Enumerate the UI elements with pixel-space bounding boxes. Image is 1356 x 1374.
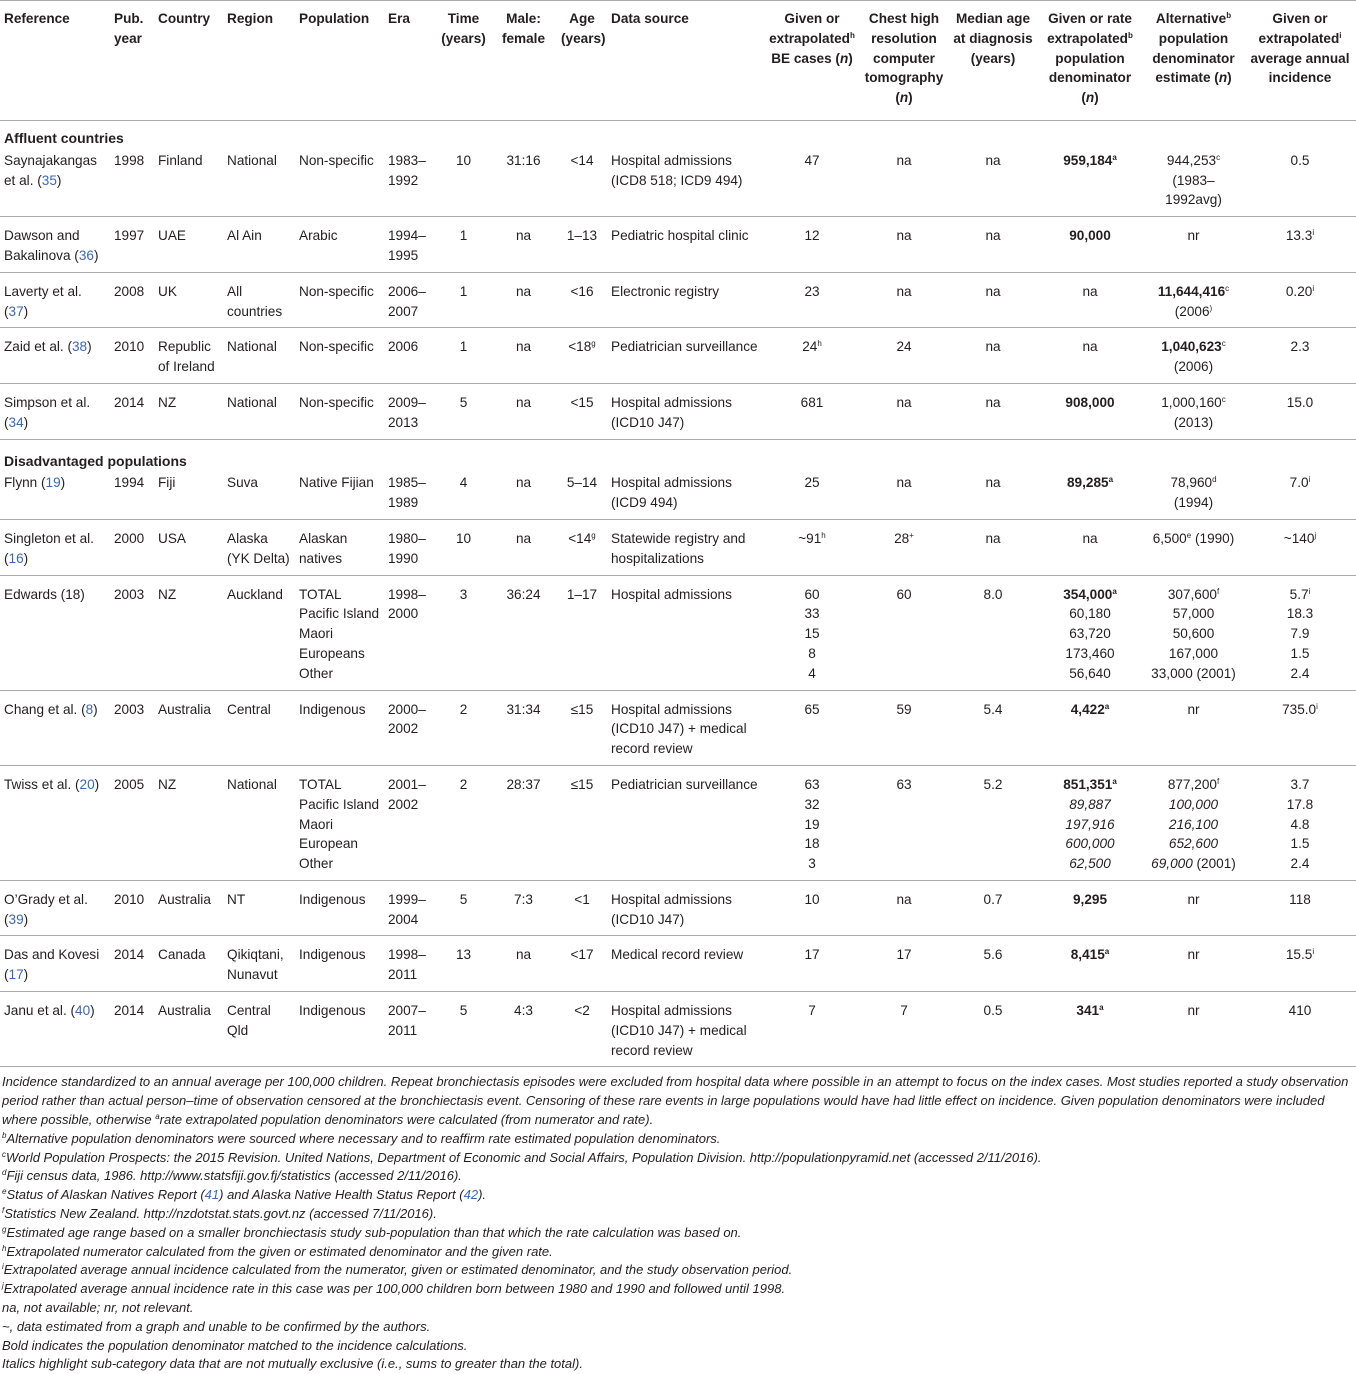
- cell-sex: 28:37: [506, 776, 541, 792]
- cell-inc: 7.0$^i$: [1289, 475, 1311, 491]
- cell-median: na: [985, 475, 1001, 491]
- cell-ct: na: [896, 891, 912, 907]
- cell-region: Auckland: [227, 586, 283, 602]
- table-body: [0, 120, 1356, 1066]
- cell-inc: 2.3: [1290, 339, 1310, 355]
- cell-be: 65: [804, 701, 820, 717]
- header-time: Time (years): [441, 11, 486, 46]
- cell-inc: 15.0: [1286, 394, 1314, 410]
- cell-sex: 36:24: [506, 586, 541, 602]
- cell-population: Indigenous: [299, 1003, 366, 1019]
- cell-population: Non-specific: [299, 394, 374, 410]
- cell-be: 25: [804, 475, 820, 491]
- cell-reference: Janu et al. (40): [4, 1003, 95, 1019]
- cell-median: na: [985, 152, 1001, 168]
- table-row: [0, 217, 1356, 273]
- cell-population: Arabic: [299, 228, 338, 244]
- cell-era: 2007–2011: [388, 1003, 426, 1038]
- cell-time: 1: [459, 339, 468, 355]
- cell-region: Qikiqtani, Nunavut: [227, 947, 284, 983]
- cell-country: Fiji: [158, 475, 176, 491]
- cell-inc: 735.0$^i$: [1282, 701, 1318, 717]
- cell-median: na: [985, 339, 1001, 355]
- cell-inc: 0.20$^i$: [1285, 283, 1315, 299]
- cell-age: ≤15: [570, 776, 594, 792]
- table-row: [0, 992, 1356, 1067]
- cell-era: 1983–1992: [388, 152, 426, 188]
- table-row: [0, 575, 1356, 690]
- cell-time: 1: [459, 228, 468, 244]
- cell-alt: nr: [1187, 891, 1200, 907]
- cell-source: Hospital admissions (ICD10 J47): [611, 891, 732, 927]
- cell-reference: Saynajakangas et al. (35): [4, 152, 97, 188]
- footnote: $^b$Alternative population denominators were sourced where necessary and to reaffirm rate estimated population denominators.: [2, 1130, 721, 1146]
- cell-denom: na: [1082, 339, 1098, 355]
- cell-ct: 24: [896, 339, 912, 355]
- cell-median: na: [985, 394, 1001, 410]
- cell-time: 10: [455, 530, 472, 546]
- cell-be: 12: [804, 228, 820, 244]
- cell-population: Native Fijian: [299, 475, 374, 491]
- table-row: [0, 765, 1356, 880]
- cell-ct: na: [896, 475, 912, 491]
- header-be-cases: Given or extrapolated$^h$ BE cases (n): [769, 11, 855, 66]
- cell-country: UAE: [158, 228, 186, 244]
- footnote: $^g$Estimated age range based on a smaller bronchiectasis study sub-population than that which the rate calculation was based on.: [2, 1224, 742, 1240]
- cell-time: 5: [459, 1003, 468, 1019]
- cell-reference: Chang et al. (8): [4, 701, 98, 717]
- cell-source: Hospital admissions (ICD10 J47): [611, 394, 732, 430]
- footnote: $^d$Fiji census data, 1986. http://www.statsfiji.gov.fj/statistics (accessed 2/11/2016).: [2, 1168, 462, 1184]
- cell-era: 1998–2011: [388, 947, 426, 983]
- cell-median: 5.4: [983, 701, 1003, 717]
- table-row: [0, 383, 1356, 439]
- header-reference: Reference: [4, 11, 70, 26]
- cell-ct: 28+: [894, 530, 914, 546]
- table-row: [0, 519, 1356, 575]
- footnote: $^j$Extrapolated average annual incidence rate in this case was per 100,000 children born between 1980 and 1990 and followed until 1998.: [2, 1281, 786, 1297]
- section-title: Disadvantaged populations: [4, 452, 187, 469]
- cell-country: NZ: [158, 394, 177, 410]
- cell-be: 60 33 15 8 4: [804, 586, 820, 681]
- cell-alt: 78,960$^d$ (1994): [1170, 475, 1217, 511]
- header-median-age: Median age at diagnosis (years): [953, 11, 1033, 66]
- cell-region: Al Ain: [227, 228, 262, 244]
- cell-denom: 8,415$^a$: [1070, 947, 1110, 963]
- header-chest-ct: Chest high resolution computer tomography (n): [864, 11, 944, 106]
- footnote: na, not available; nr, not relevant.: [2, 1300, 194, 1316]
- cell-era: 2000–2002: [388, 701, 426, 737]
- cell-alt: 307,600$^f$ 57,000 50,600 167,000 33,000 (2001): [1151, 586, 1236, 681]
- cell-region: Alaska (YK Delta): [227, 530, 290, 566]
- cell-pubyear: 2014: [114, 394, 145, 410]
- cell-reference: Singleton et al. (16): [4, 530, 94, 566]
- cell-age: $<18^g$: [568, 339, 596, 355]
- cell-country: Australia: [158, 891, 211, 907]
- cell-median: 0.7: [983, 891, 1003, 907]
- cell-era: 2009–2013: [388, 394, 426, 430]
- cell-be: 63 32 19 18 3: [804, 776, 820, 872]
- cell-pubyear: 2010: [114, 891, 145, 907]
- table-row: [0, 149, 1356, 217]
- cell-region: Suva: [227, 475, 258, 491]
- cell-denom: 959,184$^a$: [1063, 152, 1117, 168]
- cell-reference: Simpson et al. (34): [4, 394, 91, 430]
- cell-denom: 851,351$^a$ 89,887 197,916 600,000 62,500: [1063, 776, 1117, 872]
- cell-region: NT: [227, 891, 246, 907]
- cell-sex: 31:34: [506, 701, 541, 717]
- cell-age: <2: [574, 1003, 590, 1019]
- cell-age: 1–13: [566, 228, 598, 244]
- cell-age: <1: [574, 891, 590, 907]
- cell-era: 2006–2007: [388, 283, 426, 319]
- cell-ct: 60: [896, 586, 912, 602]
- cell-country: Finland: [158, 152, 203, 168]
- cell-era: 1998–2000: [388, 586, 426, 622]
- cell-country: UK: [158, 283, 177, 299]
- cell-sex: na: [515, 530, 532, 546]
- cell-source: Hospital admissions (ICD9 494): [611, 475, 732, 511]
- cell-source: Pediatrician surveillance: [611, 339, 758, 355]
- cell-sex: na: [515, 283, 532, 299]
- cell-denom: 4,422$^a$: [1070, 701, 1110, 717]
- cell-country: NZ: [158, 776, 177, 792]
- cell-age: <17: [570, 947, 594, 963]
- cell-pubyear: 2008: [114, 283, 145, 299]
- cell-denom: na: [1082, 283, 1098, 299]
- cell-be: 7: [808, 1003, 816, 1019]
- cell-sex: na: [515, 947, 532, 963]
- cell-inc: ~140$^j$: [1283, 530, 1317, 546]
- cell-source: Medical record review: [611, 947, 744, 963]
- header-population: Population: [299, 11, 370, 26]
- cell-inc: 3.7 17.8 4.8 1.5 2.4: [1286, 776, 1314, 872]
- cell-pubyear: 2005: [114, 776, 145, 792]
- cell-population: TOTAL Pacific Island Maori Europeans Other: [299, 586, 380, 681]
- cell-era: 1994–1995: [388, 228, 426, 263]
- cell-pubyear: 1998: [114, 152, 145, 168]
- cell-denom: 90,000: [1069, 228, 1111, 244]
- table-header-row: [0, 1, 1356, 121]
- header-pub-year: Pub. year: [114, 11, 144, 46]
- cell-alt: 944,253$^c$ (1983– 1992avg): [1165, 152, 1222, 208]
- cell-age: <15: [570, 394, 594, 410]
- cell-source: Hospital admissions (ICD10 J47) + medical record review: [611, 1003, 747, 1058]
- cell-median: 5.6: [983, 947, 1003, 963]
- cell-country: USA: [158, 530, 186, 546]
- cell-country: Australia: [158, 1003, 211, 1019]
- cell-population: Indigenous: [299, 947, 366, 963]
- cell-age: <14: [570, 152, 594, 168]
- section-title: Affluent countries: [4, 129, 124, 146]
- cell-alt: 11,644,416$^c$ (2006): [1157, 283, 1230, 319]
- cell-sex: 4:3: [514, 1003, 533, 1019]
- cell-alt: nr: [1187, 701, 1200, 717]
- cell-denom: na: [1082, 530, 1098, 546]
- cell-pubyear: 2010: [114, 339, 145, 355]
- footnote: $^i$Extrapolated average annual incidence calculated from the numerator, given or estimated denominator, and the study observation period.: [2, 1262, 793, 1278]
- table-row: [0, 880, 1356, 936]
- section-header-row: [0, 439, 1356, 471]
- cell-median: 5.2: [983, 776, 1003, 792]
- cell-alt: nr: [1187, 947, 1200, 963]
- cell-population: Indigenous: [299, 701, 366, 717]
- header-alternative-denominator: Alternative$^b$ population denominator estimate (n): [1152, 11, 1235, 86]
- cell-ct: 59: [896, 701, 912, 717]
- cell-median: na: [985, 530, 1001, 546]
- cell-pubyear: 2003: [114, 586, 145, 602]
- cell-source: Hospital admissions (ICD8 518; ICD9 494): [611, 152, 743, 188]
- cell-ct: na: [896, 152, 912, 168]
- cell-time: 13: [455, 947, 472, 963]
- cell-region: National: [227, 394, 277, 410]
- cell-source: Hospital admissions: [611, 586, 732, 602]
- footnote: $^e$Status of Alaskan Natives Report (41) and Alaska Native Health Status Report (42).: [2, 1187, 487, 1203]
- cell-inc: 0.5: [1290, 152, 1310, 168]
- cell-ct: na: [896, 394, 912, 410]
- cell-time: 5: [459, 891, 468, 907]
- cell-region: Central Qld: [227, 1003, 271, 1038]
- cell-age: 5–14: [566, 475, 598, 491]
- cell-source: Pediatric hospital clinic: [611, 228, 749, 244]
- cell-population: Indigenous: [299, 891, 366, 907]
- cell-region: National: [227, 339, 277, 355]
- cell-be: 23: [804, 283, 820, 299]
- cell-age: 1–17: [566, 586, 598, 602]
- footnote: Incidence standardized to an annual average per 100,000 children. Repeat bronchiectasis episodes were excluded from hospital data where possible in an attempt to focus on the index cases. Most studies reported a study observation period rather than actual person–time of observation censored at the bronchiectasis event. Censoring of these rare events in large populations would have had little effect on incidence. Given population denominators were included where possible, otherwise $^a$rate extrapolated population denominators were calculated (from numerator and rate).: [2, 1074, 1349, 1128]
- cell-alt: nr: [1187, 1003, 1200, 1019]
- header-era: Era: [388, 11, 410, 26]
- footnote: Italics highlight sub-category data that are not mutually exclusive (i.e., sums to greater than the total).: [2, 1356, 583, 1372]
- cell-sex: 7:3: [514, 891, 533, 907]
- cell-time: 10: [455, 152, 472, 168]
- cell-source: Statewide registry and hospitalizations: [611, 530, 746, 566]
- header-population-denominator: Given or rate extrapolated$^b$ population denominator (n): [1047, 11, 1133, 106]
- cell-sex: 31:16: [506, 152, 541, 168]
- table-row: [0, 272, 1356, 328]
- cell-ct: na: [896, 228, 912, 244]
- cell-era: 2006: [388, 339, 419, 355]
- cell-inc: 118: [1289, 891, 1311, 907]
- cell-pubyear: 1997: [114, 228, 145, 244]
- table-row: [0, 471, 1356, 519]
- footnote: ~, data estimated from a graph and unable to be confirmed by the authors.: [2, 1318, 431, 1334]
- cell-region: National: [227, 776, 277, 792]
- cell-denom: 89,285$^a$: [1066, 475, 1114, 491]
- cell-time: 1: [459, 283, 468, 299]
- cell-sex: na: [515, 475, 532, 491]
- cell-reference: O’Grady et al. (39): [4, 891, 88, 927]
- cell-inc: 13.3$^i$: [1285, 228, 1315, 244]
- cell-country: Australia: [158, 701, 211, 717]
- cell-be: 24$^h$: [802, 339, 822, 355]
- cell-pubyear: 2014: [114, 947, 145, 963]
- cell-population: TOTAL Pacific Island Maori European Other: [299, 776, 380, 872]
- table-footnotes: [0, 1067, 1356, 1374]
- cell-alt: 1,000,160$^c$ (2013): [1161, 394, 1226, 430]
- cell-age: ≤15: [570, 701, 594, 717]
- cell-denom: 341$^a$: [1076, 1003, 1104, 1019]
- cell-region: Central: [227, 701, 271, 717]
- header-country: Country: [158, 11, 211, 26]
- cell-ct: na: [896, 283, 912, 299]
- cell-source: Pediatrician surveillance: [611, 776, 758, 792]
- cell-pubyear: 2003: [114, 701, 145, 717]
- cell-inc: 410: [1288, 1003, 1312, 1019]
- cell-median: na: [985, 228, 1001, 244]
- cell-reference: Flynn (19): [4, 475, 66, 491]
- table-row: [0, 690, 1356, 765]
- header-male-female: Male: female: [501, 11, 546, 46]
- footnote: $^f$Statistics New Zealand. http://nzdotstat.stats.govt.nz (accessed 7/11/2016).: [2, 1206, 437, 1222]
- cell-be: 47: [804, 152, 820, 168]
- cell-alt: 6,500e (1990): [1152, 530, 1235, 546]
- footnote: $^c$World Population Prospects: the 2015 Revision. United Nations, Department of Economic and Social Affairs, Population Division. http://populationpyramid.net (accessed 2/11/2016).: [2, 1149, 1042, 1165]
- cell-inc: 15.5$^i$: [1285, 947, 1315, 963]
- cell-era: 1985–1989: [388, 475, 426, 511]
- cell-median: 8.0: [983, 586, 1003, 602]
- cell-pubyear: 1994: [114, 475, 145, 491]
- footnote: $^h$Extrapolated numerator calculated from the given or estimated denominator and the given rate.: [2, 1243, 553, 1259]
- cell-era: 2001–2002: [388, 776, 426, 812]
- header-data-source: Data source: [611, 11, 689, 26]
- cell-era: 1980–1990: [388, 530, 426, 566]
- cell-source: Hospital admissions (ICD10 J47) + medical record review: [611, 701, 747, 757]
- table-row: [0, 936, 1356, 992]
- cell-be: 17: [804, 947, 820, 963]
- cell-reference: Twiss et al. (20): [4, 776, 100, 792]
- cell-sex: na: [515, 339, 532, 355]
- cell-alt: 877,200$^f$ 100,000 216,100 652,600 69,000 (2001): [1151, 776, 1236, 872]
- cell-reference: Zaid et al. (38): [4, 339, 92, 355]
- cell-time: 4: [459, 475, 468, 491]
- cell-alt: nr: [1187, 228, 1200, 244]
- cell-alt: 1,040,623$^c$ (2006): [1161, 339, 1226, 375]
- cell-age: <16: [570, 283, 594, 299]
- header-region: Region: [227, 11, 274, 26]
- cell-time: 3: [459, 586, 468, 602]
- cell-country: NZ: [158, 586, 177, 602]
- footnote: Bold indicates the population denominator matched to the incidence calculations.: [2, 1337, 468, 1353]
- cell-ct: 7: [900, 1003, 908, 1019]
- cell-ct: 63: [896, 776, 912, 792]
- cell-denom: 354,000$^a$ 60,180 63,720 173,460 56,640: [1063, 586, 1117, 681]
- cell-reference: Dawson and Bakalinova (36): [4, 228, 99, 263]
- header-age: Age (years): [561, 11, 606, 46]
- cell-time: 2: [459, 701, 468, 717]
- cell-region: National: [227, 152, 277, 168]
- cell-country: Canada: [158, 947, 206, 963]
- section-header-row: [0, 120, 1356, 148]
- cell-be: 681: [800, 394, 824, 410]
- cell-sex: na: [515, 394, 532, 410]
- cell-age: $<14^g$: [568, 530, 596, 546]
- cell-reference: Edwards (18): [4, 586, 85, 602]
- cell-pubyear: 2014: [114, 1003, 145, 1019]
- cell-population: Alaskan natives: [299, 530, 348, 566]
- cell-reference: Das and Kovesi (17): [4, 947, 100, 983]
- cell-sex: na: [515, 228, 532, 244]
- cell-region: All countries: [227, 283, 283, 319]
- cell-population: Non-specific: [299, 339, 374, 355]
- cell-population: Non-specific: [299, 152, 374, 168]
- cell-median: na: [985, 283, 1001, 299]
- cell-population: Non-specific: [299, 283, 374, 299]
- cell-ct: 17: [896, 947, 912, 963]
- cell-era: 1999–2004: [388, 891, 426, 927]
- cell-time: 5: [459, 394, 468, 410]
- cell-inc: 5.7$^i$ 18.3 7.9 1.5 2.4: [1286, 586, 1314, 681]
- cell-denom: 9,295: [1072, 891, 1108, 907]
- cell-source: Electronic registry: [611, 283, 720, 299]
- cell-median: 0.5: [983, 1003, 1003, 1019]
- cell-country: Republic of Ireland: [158, 339, 215, 375]
- header-incidence: Given or extrapolated$^i$ average annual incidence: [1250, 11, 1350, 86]
- cell-be: 10: [804, 891, 820, 907]
- cell-pubyear: 2000: [114, 530, 145, 546]
- cell-denom: 908,000: [1065, 394, 1115, 410]
- cell-be: ~91$^h$: [798, 530, 826, 546]
- cell-time: 2: [459, 776, 468, 792]
- cell-reference: Laverty et al. (37): [4, 283, 82, 319]
- table-row: [0, 328, 1356, 384]
